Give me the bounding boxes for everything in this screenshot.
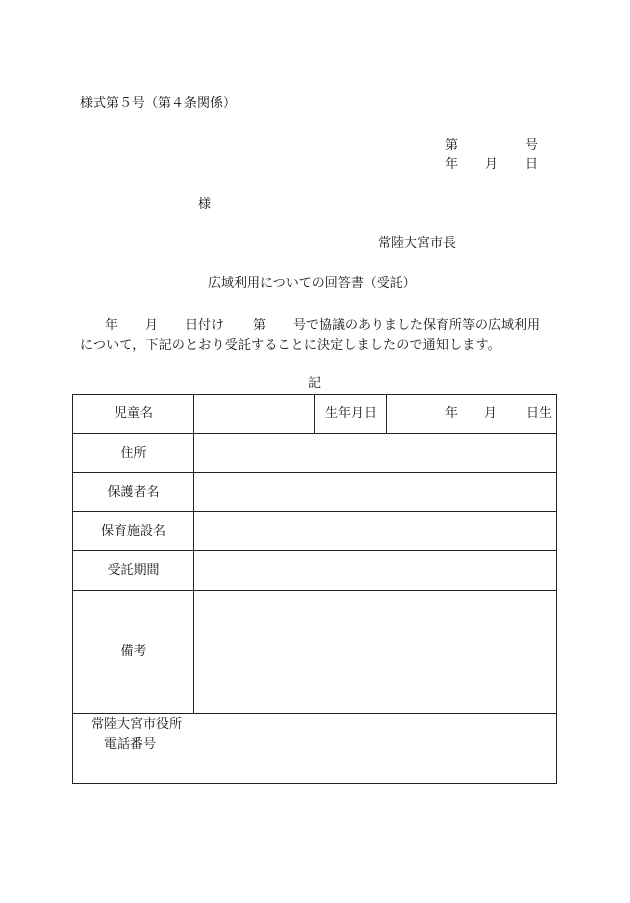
guardian-value-cell — [193, 472, 556, 511]
body-line-1-rest: 号で協議のありました保育所等の広域利用 — [293, 318, 541, 333]
date-year: 年 — [445, 157, 459, 172]
birth-year: 年 — [445, 406, 459, 421]
office-name: 常陸大宮市役所 — [91, 717, 183, 732]
body-line-1-month: 月 — [145, 318, 159, 333]
birth-month: 月 — [484, 406, 498, 421]
child-name-value-cell — [193, 394, 314, 433]
birth-date-label-cell — [314, 394, 386, 433]
doc-number-go: 号 — [525, 138, 539, 153]
body-line-1-dai: 第 — [253, 318, 267, 333]
birth-date-label: 生年月日 — [324, 406, 377, 421]
details-table — [72, 394, 557, 784]
phone-label: 電話番号 — [104, 737, 157, 752]
body-line-1-day-dated: 日付け — [185, 318, 225, 333]
body-line-1-year: 年 — [105, 318, 119, 333]
remarks-label-cell — [72, 590, 193, 713]
doc-number-dai: 第 — [445, 138, 459, 153]
child-name-label: 児童名 — [113, 406, 153, 421]
remarks-value-cell — [193, 590, 556, 713]
period-label: 受託期間 — [107, 563, 160, 578]
address-label: 住所 — [120, 446, 147, 461]
facility-label-cell — [72, 511, 193, 550]
body-line-2: について，下記のとおり受託することに決定しましたので通知します。 — [80, 338, 501, 353]
address-value-cell — [193, 433, 556, 472]
contact-cell — [72, 713, 556, 783]
birth-date-value-cell — [386, 394, 556, 433]
address-label-cell — [72, 433, 193, 472]
issuer: 常陸大宮市長 — [378, 236, 457, 251]
period-label-cell — [72, 550, 193, 590]
period-value-cell — [193, 550, 556, 590]
guardian-label: 保護者名 — [107, 485, 160, 500]
facility-label: 保育施設名 — [100, 524, 166, 539]
remarks-label: 備考 — [120, 644, 147, 659]
birth-day: 日生 — [526, 406, 553, 421]
ki-heading: 記 — [308, 376, 322, 391]
guardian-label-cell — [72, 472, 193, 511]
date-day: 日 — [525, 157, 539, 172]
addressee-suffix: 様 — [198, 197, 212, 212]
facility-value-cell — [193, 511, 556, 550]
document-title: 広域利用についての回答書（受託） — [208, 276, 416, 291]
date-month: 月 — [485, 157, 499, 172]
child-name-label-cell — [72, 394, 193, 433]
form-number: 様式第５号（第４条関係） — [80, 96, 237, 111]
